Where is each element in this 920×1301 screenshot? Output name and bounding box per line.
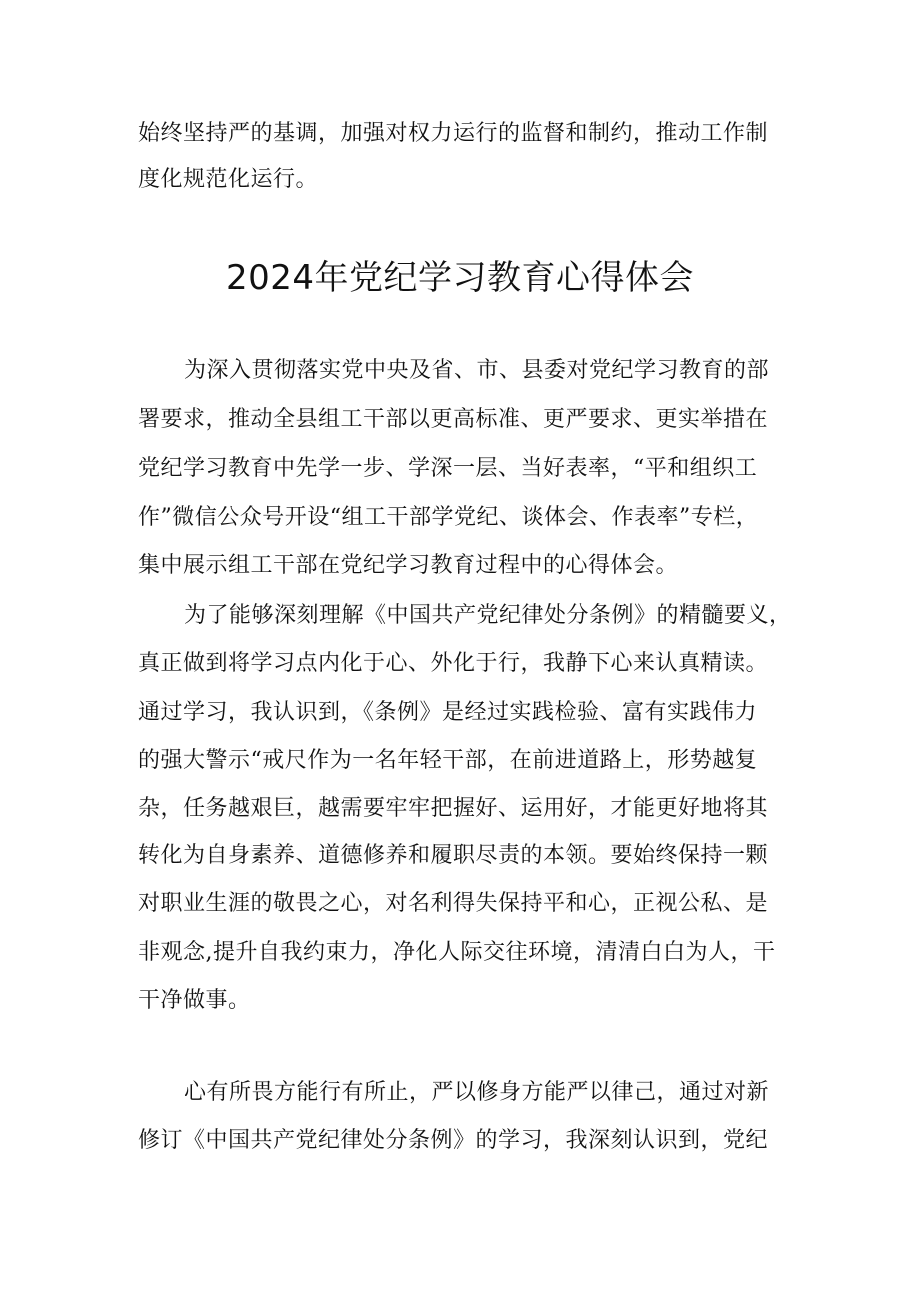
paragraph-3-line-1: 心有所畏方能行有所止，严以修身方能严以律己，通过对新	[184, 1080, 770, 1105]
paragraph-3-line-2: 修订《中国共产党纪律处分条例》的学习，我深刻认识到，党纪	[138, 1128, 769, 1153]
paragraph-2-line-7: 对职业生涯的敬畏之心，对名利得失保持平和心，正视公私、是	[138, 891, 769, 916]
paragraph-2-line-9: 干净做事。	[138, 988, 251, 1013]
paragraph-1-line-3: 党纪学习教育中先学一步、学深一层、当好表率，“平和组织工	[138, 456, 758, 481]
paragraph-1-line-2: 署要求，推动全县组工干部以更高标准、更严要求、更实举措在	[138, 407, 769, 432]
paragraph-2-line-1: 为了能够深刻理解《中国共产党纪律处分条例》的精髓要义，	[184, 603, 792, 628]
document-title: 2024年党纪学习教育心得体会	[225, 258, 695, 298]
paragraph-2-line-6: 转化为自身素养、道德修养和履职尽责的本领。要始终保持一颗	[138, 843, 769, 868]
paragraph-2-line-5: 杂，任务越艰巨，越需要牢牢把握好、运用好，才能更好地将其	[138, 796, 769, 821]
paragraph-2-line-3: 通过学习，我认识到，《条例》是经过实践检验、富有实践伟力	[138, 700, 758, 725]
paragraph-2-line-8: 非观念,提升自我约束力，净化人际交往环境，清清白白为人，干	[138, 940, 776, 965]
paragraph-1-line-1: 为深入贯彻落实党中央及省、市、县委对党纪学习教育的部	[184, 358, 770, 383]
paragraph-2-line-4: 的强大警示“戒尺作为一名年轻干部，在前进道路上，形势越复	[138, 748, 758, 773]
intro-line-2: 度化规范化运行。	[138, 167, 319, 192]
intro-line-1: 始终坚持严的基调，加强对权力运行的监督和制约，推动工作制	[138, 121, 769, 146]
paragraph-1-line-5: 集中展示组工干部在党纪学习教育过程中的心得体会。	[138, 553, 679, 578]
paragraph-1-line-4: 作”微信公众号开设“组工干部学党纪、谈体会、作表率”专栏，	[138, 505, 759, 530]
paragraph-2-line-2: 真正做到将学习点内化于心、外化于行，我静下心来认真精读。	[138, 651, 769, 676]
